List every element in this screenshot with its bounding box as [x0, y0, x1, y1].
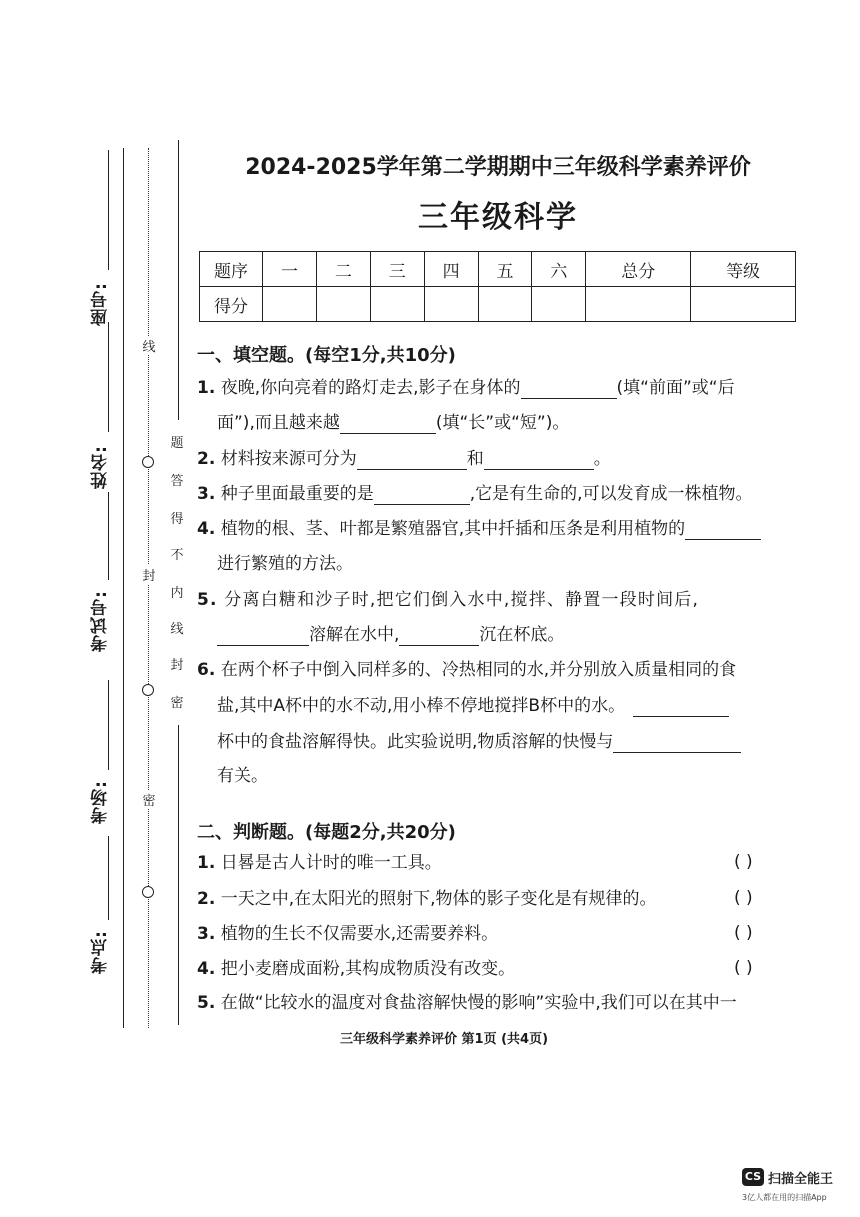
score-input[interactable]	[478, 287, 532, 322]
score-input[interactable]	[586, 287, 691, 322]
question-text: 杯中的食盐溶解得快。此实验说明,物质溶解的快慢与	[217, 732, 614, 752]
answer-blank[interactable]	[521, 380, 617, 399]
question-text: 溶解在水中,	[309, 625, 400, 645]
score-input[interactable]	[532, 287, 586, 322]
score-input[interactable]	[316, 287, 370, 322]
question-text: 有关。	[217, 766, 268, 786]
judge-answer-box[interactable]: ( )	[734, 852, 753, 872]
page-footer: 三年级科学素养评价 第1页 (共4页)	[340, 1032, 549, 1047]
question-4-line2	[217, 553, 353, 575]
score-row-label: 得分	[200, 287, 263, 322]
question-5-line2	[217, 624, 564, 646]
answer-blank[interactable]	[484, 451, 594, 470]
exam-no-write-line[interactable]	[108, 492, 109, 580]
question-text: ,它是有生命的,可以发育成一株植物。	[469, 484, 753, 504]
question-number: 5.	[197, 993, 216, 1013]
notice-char-2: 答	[170, 474, 184, 489]
exam-no-label: 考试号:	[91, 590, 111, 652]
judge-item-4	[197, 958, 515, 980]
seal-mark-line: 线	[141, 336, 157, 355]
score-cell-3: 三	[370, 252, 424, 287]
score-cell-5: 五	[478, 252, 532, 287]
site-write-line[interactable]	[108, 836, 109, 920]
question-2	[197, 448, 611, 470]
question-6-line3	[217, 731, 741, 753]
question-4-line1	[197, 518, 761, 540]
question-text: (填“长”或“短”)。	[435, 413, 570, 433]
judge-item-5	[197, 992, 737, 1014]
question-text: 。	[593, 449, 611, 469]
name-label: 姓名:	[91, 445, 111, 489]
question-number: 1.	[197, 853, 216, 873]
question-text: 和	[466, 449, 484, 469]
question-number: 2.	[197, 889, 216, 909]
score-cell-label: 题序	[200, 252, 263, 287]
question-text: 在做“比较水的温度对食盐溶解快慢的影响”实验中,我们可以在其中一	[220, 993, 737, 1013]
answer-blank[interactable]	[613, 734, 741, 753]
notice-char-7: 封	[170, 658, 184, 673]
question-text: (填“前面”或“后	[616, 378, 735, 398]
score-cell-1: 一	[263, 252, 317, 287]
judge-item-2	[197, 888, 657, 910]
score-input[interactable]	[263, 287, 317, 322]
judge-answer-box[interactable]: ( )	[734, 888, 753, 908]
question-text: 材料按来源可分为	[220, 449, 357, 469]
name-write-line[interactable]	[108, 322, 109, 432]
question-text: 分离白糖和沙子时,把它们倒入水中,搅拌、静置一段时间后,	[224, 590, 700, 610]
question-5-line1	[197, 589, 699, 611]
question-6-line4	[217, 765, 268, 787]
question-number: 6.	[197, 660, 216, 680]
question-number: 3.	[197, 924, 216, 944]
seat-label: 座号:	[91, 282, 111, 326]
score-table-header-row	[200, 252, 796, 287]
judge-item-1	[197, 852, 442, 874]
score-table-score-row	[200, 287, 796, 322]
score-input[interactable]	[370, 287, 424, 322]
answer-blank[interactable]	[357, 451, 467, 470]
answer-blank[interactable]	[374, 486, 470, 505]
binding-hole-2	[142, 684, 154, 696]
site-label: 考点:	[91, 930, 111, 974]
question-text: 在两个杯子中倒入同样多的、冷热相同的水,并分别放入质量相同的食	[220, 660, 737, 680]
binding-inner-line-top	[178, 140, 179, 420]
notice-char-4: 不	[170, 548, 184, 563]
binding-outer-line	[123, 148, 124, 1028]
score-table	[199, 251, 796, 322]
judge-answer-box[interactable]: ( )	[734, 923, 753, 943]
judge-item-3	[197, 923, 498, 945]
question-6-line2	[217, 695, 729, 717]
binding-inner-line-bottom	[178, 725, 179, 1025]
question-text: 夜晚,你向亮着的路灯走去,影子在身体的	[220, 378, 521, 398]
notice-char-1: 题	[170, 436, 184, 451]
seat-write-line[interactable]	[108, 150, 109, 270]
score-cell-grade: 等级	[691, 252, 796, 287]
question-1-line2	[217, 412, 569, 434]
binding-hole-3	[142, 886, 154, 898]
subject-title: 三年级科学	[418, 200, 578, 235]
question-number: 5.	[197, 590, 218, 610]
question-3	[197, 483, 753, 505]
answer-blank[interactable]	[633, 698, 729, 717]
answer-blank[interactable]	[340, 415, 436, 434]
question-text: 种子里面最重要的是	[220, 484, 374, 504]
question-text: 植物的生长不仅需要水,还需要养料。	[220, 924, 499, 944]
question-text: 一天之中,在太阳光的照射下,物体的影子变化是有规律的。	[220, 889, 657, 909]
answer-blank[interactable]	[685, 521, 761, 540]
score-cell-2: 二	[316, 252, 370, 287]
question-text: 盐,其中A杯中的水不动,用小棒不停地搅拌B杯中的水。	[217, 696, 626, 716]
notice-char-5: 内	[170, 586, 184, 601]
score-input[interactable]	[691, 287, 796, 322]
room-write-line[interactable]	[108, 680, 109, 770]
question-text: 日晷是古人计时的唯一工具。	[220, 853, 442, 873]
question-number: 2.	[197, 449, 216, 469]
scanner-tagline: 3亿人都在用的扫描App	[742, 1193, 827, 1202]
scanner-brand: 扫描全能王	[768, 1172, 834, 1187]
question-number: 1.	[197, 378, 216, 398]
question-text: 沉在杯底。	[479, 625, 565, 645]
scanner-logo: CS	[742, 1168, 764, 1186]
binding-hole-1	[142, 456, 154, 468]
score-cell-6: 六	[532, 252, 586, 287]
question-number: 3.	[197, 484, 216, 504]
score-cell-4: 四	[424, 252, 478, 287]
seal-mark-secret: 密	[141, 790, 157, 809]
notice-char-3: 得	[170, 512, 184, 527]
question-6-line1	[197, 659, 736, 681]
section1-heading: 一、填空题。(每空1分,共10分)	[197, 345, 456, 366]
binding-margin	[0, 0, 190, 1217]
question-number: 4.	[197, 959, 216, 979]
score-cell-total: 总分	[586, 252, 691, 287]
question-1-line1	[197, 377, 735, 399]
seal-mark-seal: 封	[141, 565, 157, 584]
answer-blank[interactable]	[217, 627, 309, 646]
question-text: 面”),而且越来越	[217, 413, 340, 433]
notice-char-6: 线	[170, 622, 184, 637]
exam-title: 2024-2025学年第二学期期中三年级科学素养评价	[245, 155, 751, 180]
answer-blank[interactable]	[399, 627, 479, 646]
question-number: 4.	[197, 519, 216, 539]
notice-char-8: 密	[170, 696, 184, 711]
score-input[interactable]	[424, 287, 478, 322]
room-label: 考场:	[91, 780, 111, 824]
question-text: 把小麦磨成面粉,其构成物质没有改变。	[220, 959, 516, 979]
question-text: 进行繁殖的方法。	[217, 554, 353, 574]
judge-answer-box[interactable]: ( )	[734, 958, 753, 978]
section2-heading: 二、判断题。(每题2分,共20分)	[197, 822, 456, 843]
question-text: 植物的根、茎、叶都是繁殖器官,其中扦插和压条是利用植物的	[220, 519, 686, 539]
